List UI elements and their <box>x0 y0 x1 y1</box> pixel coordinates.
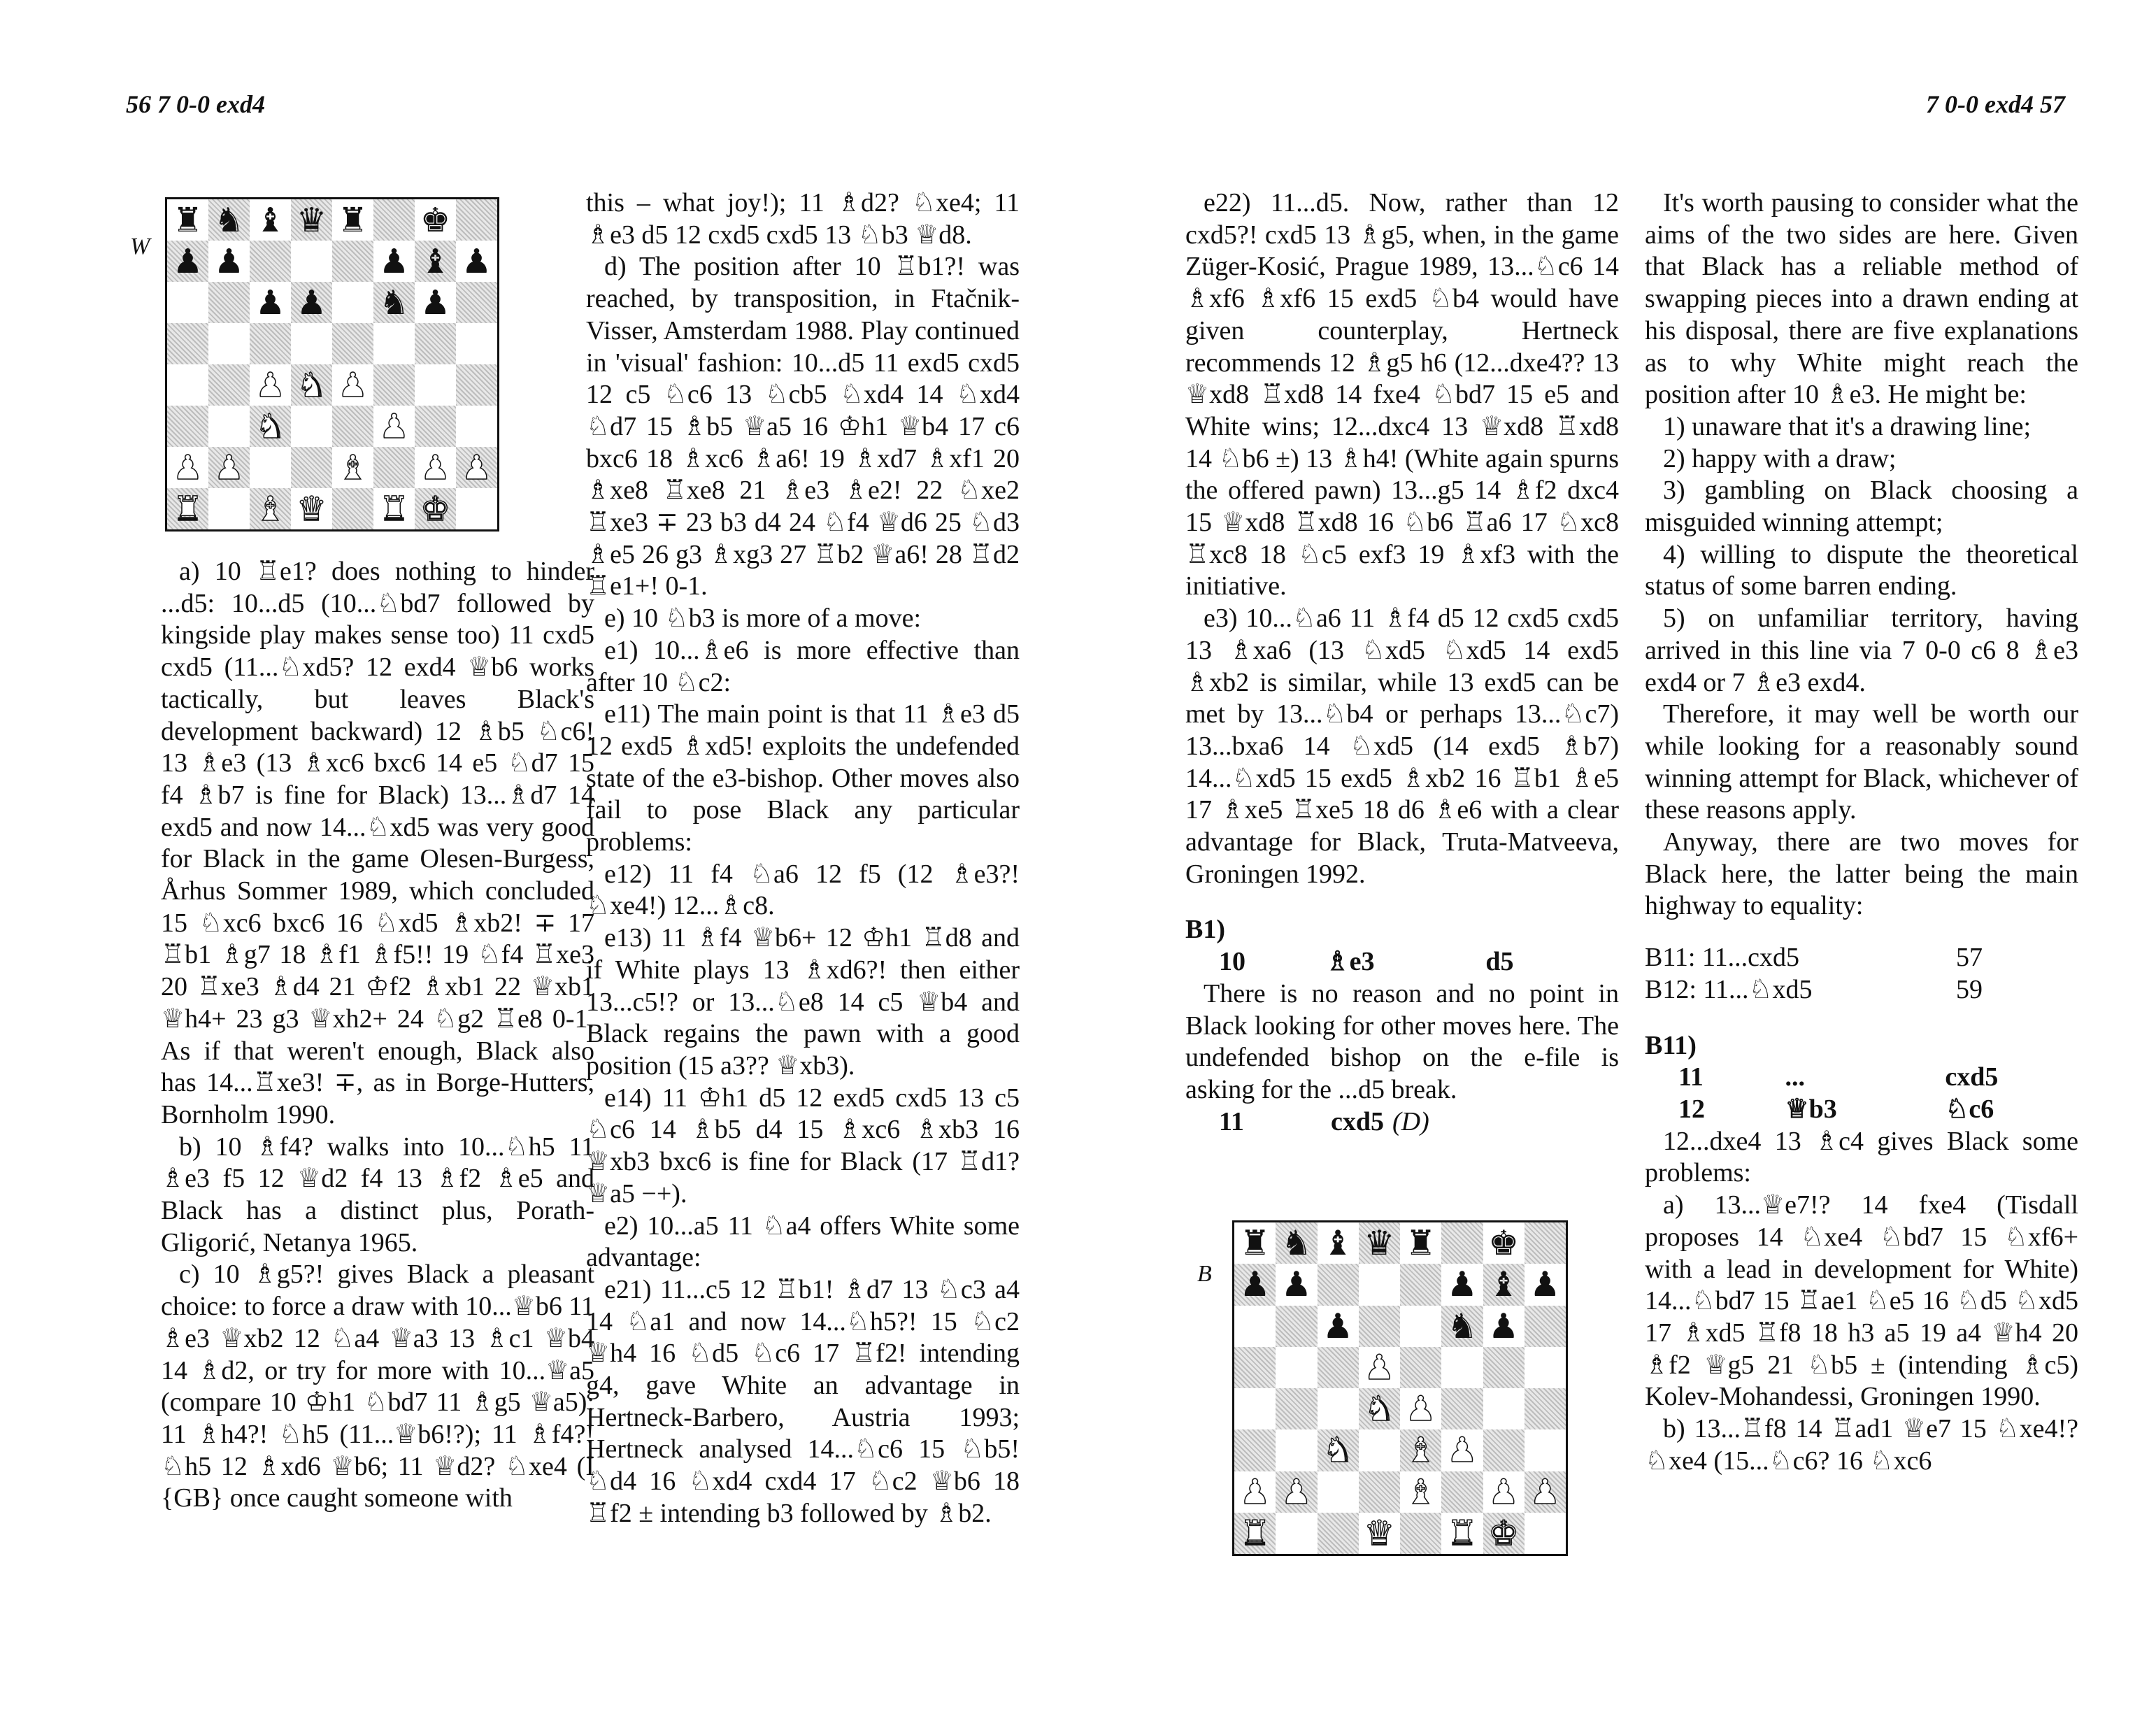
board-square <box>1400 1388 1441 1429</box>
main-line-move <box>1185 946 1619 978</box>
board-square <box>332 447 373 488</box>
board-square <box>1441 1388 1483 1429</box>
board-square <box>373 199 415 241</box>
board-square <box>415 241 456 282</box>
board-square <box>1400 1471 1441 1513</box>
board-square <box>167 199 208 241</box>
board-square <box>415 406 456 447</box>
paragraph: 1) unaware that it's a drawing line; <box>1663 411 2032 441</box>
column-3 <box>1185 187 1619 1138</box>
board-square <box>1400 1513 1441 1554</box>
white-bishop-icon: ♝ <box>1405 1471 1436 1512</box>
white-pawn-icon: ♟ <box>1280 1471 1312 1512</box>
board-square <box>1276 1306 1317 1347</box>
board-square <box>1400 1429 1441 1471</box>
board-square <box>1525 1306 1566 1347</box>
diagram-marker: (D) <box>1392 1106 1429 1136</box>
move-number: 12 <box>1678 1094 1705 1124</box>
board-square <box>250 364 291 406</box>
white-pawn-icon: ♟ <box>461 448 492 487</box>
white-pawn-icon: ♟ <box>1364 1347 1395 1388</box>
black-pawn-icon: ♟ <box>1446 1264 1478 1305</box>
board-square <box>250 282 291 323</box>
board-square <box>1359 1471 1400 1513</box>
board-square <box>332 323 373 364</box>
board-square <box>250 323 291 364</box>
board-square <box>1359 1429 1400 1471</box>
paragraph: e22) 11...d5. Now, rather than 12 cxd5?! cxd5 13 ♗g5, when, in the game Züger-Kosić, Prague 1989, 13...♘c6 14 ♗xf6 ♗xf6 15 exd5 ♘b4 would have given counterplay, Hertneck recommends 12 ♗g5 h6 (12...dxe4?? 13 ♕xd8 ♖xd8 14 fxe4 ♘bd7 15 e5 and White wins; 12...dxc4 13 ♕xd8 ♖xd8 14 ♘b6 ±) 13 ♗h4! (White again spurns the offered pawn) 13...g5 14 ♗f2 dxc4 15 ♕xd8 ♖xd8 16 ♘b6 ♖a6 17 ♘xc8 ♖xc8 18 ♘c5 exf3 19 ♗xf3 with the initiative. <box>1185 188 1619 601</box>
board-square <box>1483 1471 1525 1513</box>
board-square <box>208 488 250 529</box>
board-square <box>332 282 373 323</box>
board-square <box>1234 1388 1276 1429</box>
black-king-icon: ♚ <box>420 200 451 240</box>
black-bishop-icon: ♝ <box>1322 1223 1354 1264</box>
board-square <box>291 323 332 364</box>
board-square <box>415 364 456 406</box>
black-bishop-icon: ♝ <box>1488 1264 1520 1305</box>
board-square <box>1525 1347 1566 1388</box>
board-square <box>1318 1347 1359 1388</box>
board-square <box>1441 1347 1483 1388</box>
white-rook-icon: ♜ <box>378 489 410 529</box>
move-black: ♘c6 <box>1945 1094 1994 1124</box>
page-header-right: 7 0-0 exd4 57 <box>1926 90 2065 118</box>
board-square <box>415 282 456 323</box>
move-white: ... <box>1785 1062 1806 1092</box>
paragraph: b) 13...♖f8 14 ♖ad1 ♕e7 15 ♘xe4!? ♘xe4 (15...♘c6? 16 ♘xc6 <box>1645 1414 2078 1476</box>
main-line-move <box>1185 1106 1619 1139</box>
paragraph: 5) on unfamiliar territory, having arrived in this line via 7 0-0 c6 8 ♗e3 exd4 or 7 ♗e3 exd4. <box>1645 604 2078 697</box>
white-bishop-icon: ♝ <box>337 448 369 487</box>
board-square <box>1525 1429 1566 1471</box>
board-square <box>332 199 373 241</box>
board-square <box>415 447 456 488</box>
white-pawn-icon: ♟ <box>255 365 286 405</box>
paragraph: e21) 11...c5 12 ♖b1! ♗d7 13 ♘c3 a4 14 ♘a1 and now 14...♘h5?! 15 ♘c2 ♕h4 16 ♘d5 ♘c6 17 ♖f2! intending g4, gave White an advantage in Hertneck-Barbero, Austria 1993; Hertneck analysed 14...♘c6 15 ♘b5! ♘d4 16 ♘xd4 cxd4 17 ♘c2 ♕b6 18 ♖f2 ± intending b3 followed by ♗b2. <box>586 1274 1020 1528</box>
board-square <box>250 447 291 488</box>
black-queen-icon: ♛ <box>1364 1223 1395 1264</box>
black-pawn-icon: ♟ <box>461 241 492 281</box>
paragraph: 2) happy with a draw; <box>1663 443 1897 473</box>
toc-page: 59 <box>1956 974 1983 1004</box>
board-square <box>1318 1306 1359 1347</box>
black-pawn-icon: ♟ <box>1280 1264 1312 1305</box>
paragraph: e3) 10...♘a6 11 ♗f4 d5 12 cxd5 cxd5 13 ♗xa6 (13 ♘xd5 ♘xd5 14 exd5 ♗xb2 is similar, while 13 exd5 can be met by 13...♘b4 or perhaps 13...♘c7) 13...bxa6 14 ♘xd5 (14 exd5 ♗b7) 14...♘xd5 15 exd5 ♗xb2 16 ♖b1 ♗e5 17 ♗xe5 ♖xe5 18 d6 ♗e6 with a clear advantage for Black, Truta-Matveeva, Groningen 1992. <box>1185 604 1619 889</box>
board-square <box>291 199 332 241</box>
board-square <box>456 364 497 406</box>
board-square <box>167 488 208 529</box>
black-king-icon: ♚ <box>1488 1223 1520 1264</box>
paragraph: a) 13...♕e7!? 14 fxe4 (Tisdall proposes 14 ♘xe4 ♘bd7 15 ♘xf6+ with a lead in development for White) 14...♘bd7 15 ♖ae1 ♘e5 16 ♘d5 ♘xd5 17 ♗xd5 ♖f8 18 h3 a5 19 a4 ♕h4 20 ♗f2 ♕g5 21 ♘b5 ± (intending ♗c5) Kolev-Mohandessi, Groningen 1990. <box>1645 1190 2078 1412</box>
chess-board <box>1232 1220 1568 1556</box>
main-line-move <box>1645 1062 2078 1094</box>
board-square <box>1276 1429 1317 1471</box>
board-square <box>208 282 250 323</box>
toc-row <box>1645 974 2078 1006</box>
board-square <box>373 406 415 447</box>
paragraph: this – what joy!); 11 ♗d2? ♘xe4; 11 ♗e3 d5 12 cxd5 cxd5 13 ♘b3 ♕d8. <box>586 188 1020 250</box>
black-pawn-icon: ♟ <box>172 241 204 281</box>
toc-label: B12: 11...♘xd5 <box>1645 974 1813 1004</box>
paragraph: 4) willing to dispute the theoretical status of some barren ending. <box>1645 539 2078 601</box>
paragraph: e12) 11 f4 ♘a6 12 f5 (12 ♗e3?! ♘xe4!) 12...♗c8. <box>586 859 1020 921</box>
board-square <box>1234 1222 1276 1264</box>
board-square <box>1525 1388 1566 1429</box>
white-pawn-icon: ♟ <box>420 448 451 487</box>
board-square <box>291 364 332 406</box>
white-bishop-icon: ♝ <box>255 489 286 529</box>
paragraph: e14) 11 ♔h1 d5 12 exd5 cxd5 13 c5 ♘c6 14 ♗b5 d4 15 ♗xc6 ♗xb3 16 ♕xb3 bxc6 is fine for Black (17 ♖d1? ♕a5 −+). <box>586 1083 1020 1208</box>
white-pawn-icon: ♟ <box>1446 1430 1478 1471</box>
white-queen-icon: ♛ <box>1364 1513 1395 1553</box>
black-pawn-icon: ♟ <box>420 283 451 322</box>
main-line-move <box>1645 1094 2078 1126</box>
white-pawn-icon: ♟ <box>378 406 410 446</box>
board-square <box>373 364 415 406</box>
white-knight-icon: ♞ <box>255 406 286 446</box>
diagram-side-label: B <box>1197 1261 1212 1287</box>
board-square <box>167 282 208 323</box>
toc-page: 57 <box>1956 943 1983 973</box>
board-square <box>456 282 497 323</box>
board-square <box>415 323 456 364</box>
black-knight-icon: ♞ <box>1446 1306 1478 1346</box>
paragraph: e13) 11 ♗f4 ♕b6+ 12 ♔h1 ♖d8 and if White plays 13 ♗xd6?! then either 13...c5!? or 13...♘e8 14 c5 ♕b4 and Black regains the pawn with a good position (15 a3?? ♕xb3). <box>586 923 1020 1080</box>
white-king-icon: ♚ <box>1488 1513 1520 1553</box>
board-square <box>291 447 332 488</box>
board-square <box>1276 1347 1317 1388</box>
board-square <box>1400 1306 1441 1347</box>
board-square <box>167 323 208 364</box>
board-square <box>208 241 250 282</box>
black-pawn-icon: ♟ <box>1322 1306 1354 1346</box>
board-square <box>332 488 373 529</box>
column-2 <box>586 187 1020 1530</box>
board-square <box>167 447 208 488</box>
board-square <box>456 447 497 488</box>
board-square <box>291 406 332 447</box>
black-rook-icon: ♜ <box>337 200 369 240</box>
black-knight-icon: ♞ <box>378 283 410 322</box>
board-square <box>1234 1347 1276 1388</box>
black-pawn-icon: ♟ <box>1239 1264 1271 1305</box>
column-1 <box>161 556 594 1515</box>
board-square <box>167 406 208 447</box>
board-square <box>1441 1306 1483 1347</box>
black-rook-icon: ♜ <box>1405 1223 1436 1264</box>
board-square <box>415 488 456 529</box>
white-king-icon: ♚ <box>420 489 451 529</box>
board-square <box>208 323 250 364</box>
white-pawn-icon: ♟ <box>337 365 369 405</box>
board-square <box>1400 1347 1441 1388</box>
black-knight-icon: ♞ <box>213 200 245 240</box>
black-bishop-icon: ♝ <box>420 241 451 281</box>
board-square <box>1441 1513 1483 1554</box>
black-pawn-icon: ♟ <box>378 241 410 281</box>
board-square <box>456 323 497 364</box>
move-number: 11 <box>1219 1106 1244 1136</box>
board-square <box>1441 1264 1483 1305</box>
move-white: ♕b3 <box>1785 1094 1837 1124</box>
paragraph: d) The position after 10 ♖b1?! was reached, by transposition, in Ftačnik-Visser, Amsterdam 1988. Play continued in 'visual' fashion: 10...d5 11 exd5 cxd5 12 c5 ♘c6 13 ♘cb5 ♘xd4 14 ♘xd4 ♘d7 15 ♗b5 ♕a5 16 ♔h1 ♕b4 17 c6 bxc6 18 ♗xc6 ♗a6! 19 ♗xd7 ♗xf1 20 ♗xe8 ♖xe8 21 ♗e3 ♗e2! 22 ♘xe2 ♖xe3 ∓ 23 b3 d4 24 ♘f4 ♕d6 25 ♘d3 ♗e5 26 g3 ♗xg3 27 ♖b2 ♕a6! 28 ♖d2 ♖e1+! 0-1. <box>586 252 1020 601</box>
board-square <box>208 406 250 447</box>
paragraph: a) 10 ♖e1? does nothing to hinder ...d5: 10...d5 (10...♘bd7 followed by kingside play makes sense too) 11 cxd5 cxd5 (11...♘xd5? 12 exd4 ♕b6 works tactically, but leaves Black's development backward) 12 ♗b5 ♘c6! 13 ♗e3 (13 ♗xc6 bxc6 14 e5 ♘d7 15 f4 ♗b7 is fine for Black) 13...♗d7 14 exd5 and now 14...♘xd5 was very good for Black in the game Olesen-Burgess, Århus Sommer 1989, which concluded 15 ♘xc6 bxc6 16 ♘xd5 ♗xb2! ∓ 17 ♖b1 ♗g7 18 ♗f1 ♗f5!! 19 ♘f4 ♖xe3 20 ♖xe3 ♗d4 21 ♔f2 ♗xb1 22 ♕xb1 ♕h4+ 23 g3 ♕xh2+ 24 ♘g2 ♖e8 0-1. As if that weren't enough, Black also has 14...♖xe3! ∓, as in Borge-Hutters, Bornholm 1990. <box>161 557 594 1129</box>
board-square <box>1234 1429 1276 1471</box>
board-square <box>1359 1264 1400 1305</box>
board-square <box>332 364 373 406</box>
board-square <box>1234 1306 1276 1347</box>
paragraph: c) 10 ♗g5?! gives Black a pleasant choice: to force a draw with 10...♕b6 11 ♗e3 ♕xb2 12 ♘a4 ♕a3 13 ♗c1 ♕b4 14 ♗d2, or try for more with 10...♕a5 (compare 10 ♔h1 ♘bd7 11 ♗g5 ♕a5): 11 ♗h4?! ♘h5 (11...♕b6!?); 11 ♗f4?! ♘h5 12 ♗xd6 ♕b6; 11 ♕d2? ♘xe4 (I {GB} once caught someone with <box>161 1260 594 1513</box>
board-square <box>1483 1222 1525 1264</box>
board-square <box>1318 1429 1359 1471</box>
board-square <box>456 241 497 282</box>
move-white: cxd5 <box>1331 1106 1384 1136</box>
toc-label: B11: 11...cxd5 <box>1645 943 1799 973</box>
board-square <box>1234 1513 1276 1554</box>
white-knight-icon: ♞ <box>296 365 327 405</box>
board-square <box>1276 1388 1317 1429</box>
board-square <box>1483 1388 1525 1429</box>
section-heading: B11) <box>1645 1030 1697 1060</box>
board-square <box>373 488 415 529</box>
board-square <box>1276 1264 1317 1305</box>
board-square <box>1276 1222 1317 1264</box>
board-square <box>373 241 415 282</box>
board-square <box>1318 1264 1359 1305</box>
board-square <box>1276 1471 1317 1513</box>
board-square <box>456 488 497 529</box>
board-square <box>1359 1222 1400 1264</box>
paragraph: It's worth pausing to consider what the aims of the two sides are here. Given that Black has a reliable method of swapping pieces into a drawn ending at his disposal, there are five explanations as to why White might reach the position after 10 ♗e3. He might be: <box>1645 188 2078 410</box>
move-number: 10 <box>1219 947 1245 977</box>
board-square <box>1525 1471 1566 1513</box>
board-square <box>1400 1264 1441 1305</box>
white-knight-icon: ♞ <box>1322 1430 1354 1471</box>
paragraph: e2) 10...a5 11 ♘a4 offers White some advantage: <box>586 1211 1020 1273</box>
column-4 <box>1645 187 2078 1477</box>
board-square <box>291 241 332 282</box>
paragraph: e1) 10...♗e6 is more effective than after 10 ♘c2: <box>586 635 1020 697</box>
board-square <box>332 241 373 282</box>
chess-board <box>165 197 499 532</box>
board-square <box>1483 1347 1525 1388</box>
board-square <box>1276 1513 1317 1554</box>
board-square <box>1525 1222 1566 1264</box>
board-square <box>1318 1388 1359 1429</box>
board-square <box>456 406 497 447</box>
white-rook-icon: ♜ <box>1446 1513 1478 1553</box>
move-white: ♗e3 <box>1325 947 1375 977</box>
chess-diagram-1 <box>130 197 499 532</box>
black-rook-icon: ♜ <box>1239 1223 1271 1264</box>
board-square <box>208 447 250 488</box>
black-pawn-icon: ♟ <box>213 241 245 281</box>
board-square <box>415 199 456 241</box>
board-square <box>1441 1222 1483 1264</box>
white-pawn-icon: ♟ <box>1239 1471 1271 1512</box>
board-square <box>1400 1222 1441 1264</box>
board-square <box>373 447 415 488</box>
board-square <box>250 488 291 529</box>
black-pawn-icon: ♟ <box>1488 1306 1520 1346</box>
move-number: 11 <box>1678 1062 1704 1092</box>
white-rook-icon: ♜ <box>172 489 204 529</box>
black-knight-icon: ♞ <box>1280 1223 1312 1264</box>
paragraph: e11) The main point is that 11 ♗e3 d5 12 exd5 ♗xd5! exploits the undefended state of the e3-bishop. Other moves also fail to pose Black any particular problems: <box>586 699 1020 857</box>
board-square <box>1483 1429 1525 1471</box>
board-square <box>1483 1264 1525 1305</box>
black-pawn-icon: ♟ <box>1529 1264 1561 1305</box>
board-square <box>1359 1306 1400 1347</box>
white-pawn-icon: ♟ <box>213 448 245 487</box>
board-square <box>1359 1513 1400 1554</box>
diagram-side-label: W <box>130 234 150 259</box>
paragraph: Therefore, it may well be worth our while looking for a reasonably sound winning attempt for Black, whichever of these reasons apply. <box>1645 699 2078 825</box>
paragraph: 12...dxe4 13 ♗c4 gives Black some problems: <box>1645 1126 2078 1188</box>
board-square <box>1441 1429 1483 1471</box>
board-square <box>291 282 332 323</box>
board-square <box>1525 1513 1566 1554</box>
black-rook-icon: ♜ <box>172 200 204 240</box>
board-square <box>1234 1264 1276 1305</box>
black-queen-icon: ♛ <box>296 200 327 240</box>
white-queen-icon: ♛ <box>296 489 327 529</box>
black-pawn-icon: ♟ <box>255 283 286 322</box>
board-square <box>1234 1471 1276 1513</box>
board-square <box>1359 1347 1400 1388</box>
board-square <box>1525 1264 1566 1305</box>
board-square <box>208 364 250 406</box>
paragraph: e) 10 ♘b3 is more of a move: <box>604 604 922 634</box>
white-pawn-icon: ♟ <box>1488 1471 1520 1512</box>
board-square <box>1318 1513 1359 1554</box>
paragraph: b) 10 ♗f4? walks into 10...♘h5 11 ♗e3 f5 12 ♕d2 f4 13 ♗f2 ♗e5 and Black has a distinct plus, Porath-Gligorić, Netanya 1965. <box>161 1132 594 1257</box>
white-pawn-icon: ♟ <box>172 448 204 487</box>
white-bishop-icon: ♝ <box>1405 1430 1436 1471</box>
section-heading: B1) <box>1185 915 1225 945</box>
board-square <box>167 364 208 406</box>
page-header-left: 56 7 0-0 exd4 <box>126 90 265 118</box>
black-pawn-icon: ♟ <box>296 283 327 322</box>
toc-row <box>1645 942 2078 974</box>
black-bishop-icon: ♝ <box>255 200 286 240</box>
board-square <box>1359 1388 1400 1429</box>
board-square <box>1483 1306 1525 1347</box>
board-square <box>373 282 415 323</box>
white-pawn-icon: ♟ <box>1405 1389 1436 1429</box>
board-square <box>1483 1513 1525 1554</box>
board-square <box>167 241 208 282</box>
white-rook-icon: ♜ <box>1239 1513 1271 1553</box>
chess-diagram-2 <box>1197 1220 1568 1556</box>
board-square <box>250 406 291 447</box>
board-square <box>1318 1471 1359 1513</box>
board-square <box>373 323 415 364</box>
board-square <box>1318 1222 1359 1264</box>
white-knight-icon: ♞ <box>1364 1389 1395 1429</box>
board-square <box>250 241 291 282</box>
board-square <box>208 199 250 241</box>
board-square <box>1441 1471 1483 1513</box>
board-square <box>332 406 373 447</box>
paragraph: 3) gambling on Black choosing a misguided winning attempt; <box>1645 476 2078 538</box>
board-square <box>250 199 291 241</box>
move-black: cxd5 <box>1945 1062 1999 1092</box>
move-black: d5 <box>1485 947 1514 977</box>
board-square <box>456 199 497 241</box>
paragraph: There is no reason and no point in Black looking for other moves here. The undefended bishop on the e-file is asking for the ...d5 break. <box>1185 978 1619 1104</box>
board-square <box>291 488 332 529</box>
white-pawn-icon: ♟ <box>1529 1471 1561 1512</box>
paragraph: Anyway, there are two moves for Black here, the latter being the main highway to equality: <box>1645 827 2078 921</box>
